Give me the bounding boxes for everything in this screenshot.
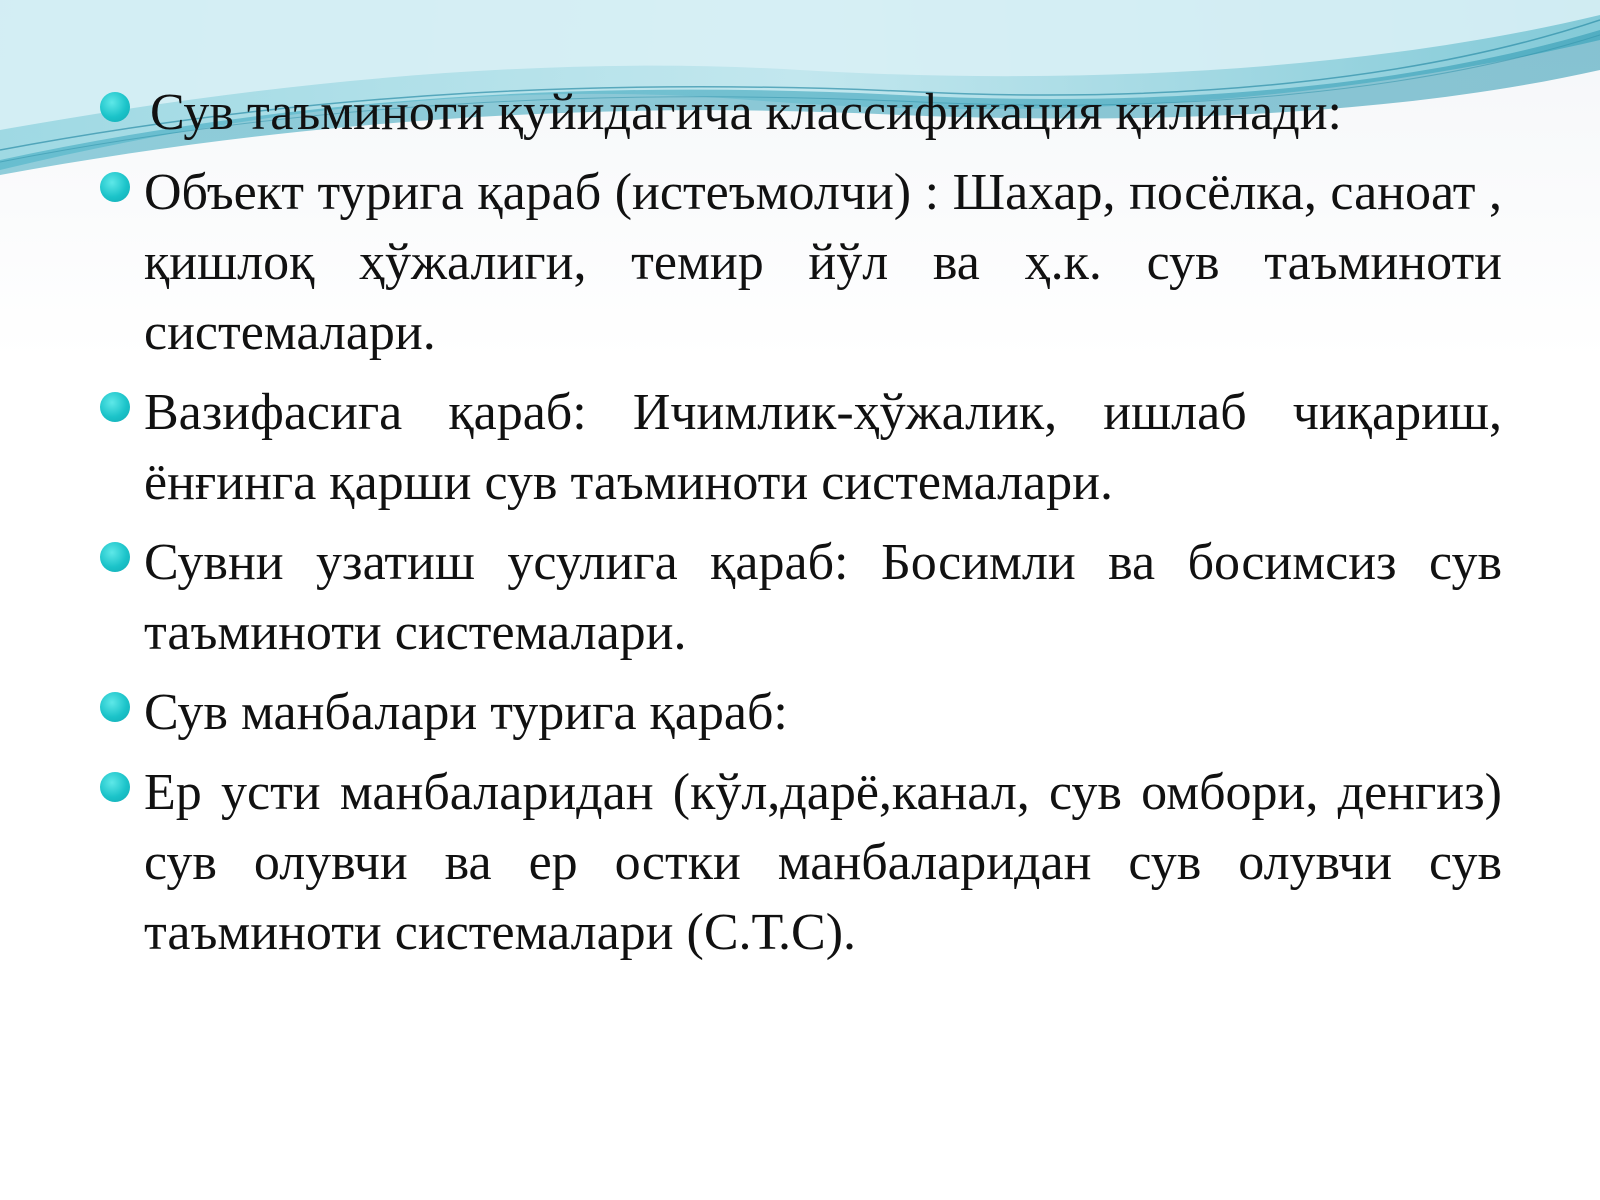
bullet-list xyxy=(100,78,1502,978)
bullet-dot-icon xyxy=(100,542,130,572)
bullet-item xyxy=(100,758,1502,968)
bullet-dot-icon xyxy=(100,172,130,202)
bullet-dot-icon xyxy=(100,692,130,722)
bullet-text: Объект турига қараб (истеъмолчи) : Шахар, посёлка, саноат , қишлоқ ҳўжалиги, темир йўл ва ҳ.к. сув таъминоти системалари. xyxy=(144,164,1502,361)
bullet-dot-icon xyxy=(100,772,130,802)
bullet-item xyxy=(100,528,1502,668)
bullet-item xyxy=(100,378,1502,518)
bullet-item xyxy=(100,158,1502,368)
bullet-dot-icon xyxy=(100,92,130,122)
bullet-text: Сувни узатиш усулига қараб: Босимли ва босимсиз сув таъминоти системалари. xyxy=(144,534,1502,661)
bullet-text: Сув манбалари турига қараб: xyxy=(144,684,788,741)
bullet-text: Вазифасига қараб: Ичимлик-ҳўжалик, ишлаб чиқариш, ёнғинга қарши сув таъминоти системалари. xyxy=(144,384,1502,511)
bullet-dot-icon xyxy=(100,392,130,422)
bullet-item xyxy=(100,78,1502,148)
bullet-item xyxy=(100,678,1502,748)
bullet-text: Ер усти манбаларидан (кўл,дарё,канал, сув омбори, денгиз) сув олувчи ва ер остки манбаларидан сув олувчи сув таъминоти системалари (С.Т.С). xyxy=(144,764,1502,961)
bullet-text: Сув таъминоти қуйидагича классификация қилинади: xyxy=(150,84,1342,141)
